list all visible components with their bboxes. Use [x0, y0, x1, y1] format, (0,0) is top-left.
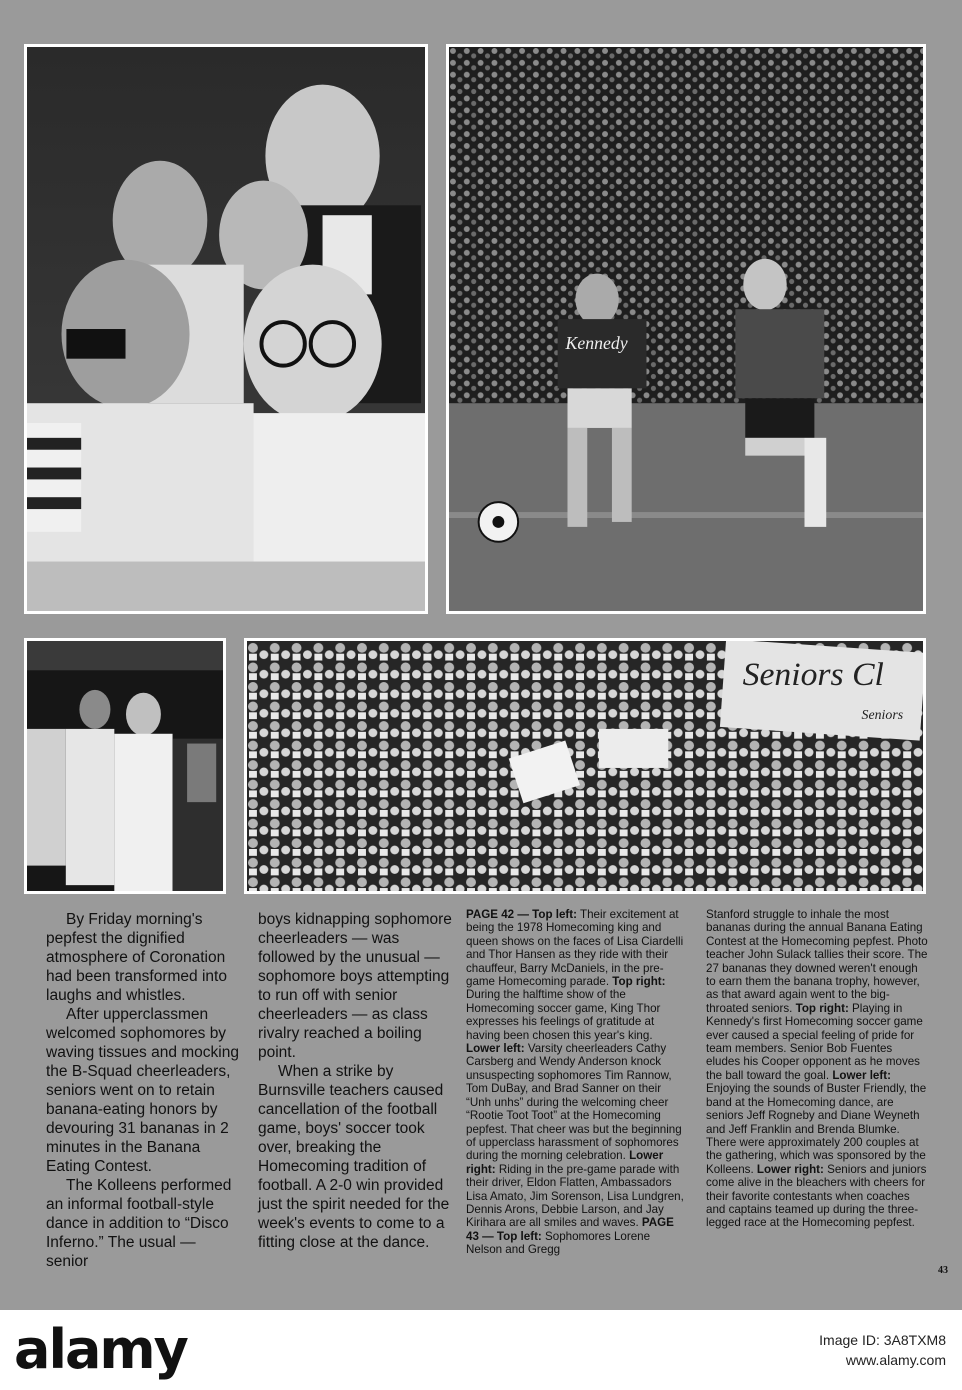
banner-subtext: Seniors	[861, 707, 904, 723]
caption-text: Their excitement at being the 1978 Homecoming king and queen shows on the faces of Lisa Ciardelli and Thor Hansen as they ride with their chauffeur, Barry McDaniels, in the pre-game Homecoming parade.	[466, 908, 684, 989]
article-paragraph: When a strike by Burnsville teachers caused cancellation of the football game, boys' soccer took over, breaking the Homecoming tradition of football. A 2-0 win provided just the spirit needed for the week's events to come to a fitting close at the dance.	[258, 1063, 450, 1251]
caption-text: During the halftime show of the Homecoming soccer game, King Thor expresses his feelings of gratitude at having been chosen this year's king.	[466, 988, 661, 1042]
article-paragraph: The Kolleens performed an informal football-style dance in addition to “Disco Inferno.” The usual — senior	[46, 1177, 232, 1270]
caption-column-2	[706, 908, 928, 1230]
caption-heading: PAGE 42 — Top left:	[466, 908, 578, 921]
caption-text: Riding in the pre-game parade with their driver, Eldon Flatten, Ambassadors Lisa Amato, Jim Sorenson, Lisa Lundgren, Dennis Arons, Debbie Larson, and Jay Kirihara are all smiles and waves.	[466, 1162, 684, 1230]
photo-soccer-game-image	[449, 47, 923, 611]
caption-text: Stanford struggle to inhale the most bananas during the annual Banana Eating Contest at the Homecoming pepfest. Photo teacher John Sulack tallies their score. The 27 bananas they downed weren't enough to earn them the banana trophy, however, as that award again went to the big-throated seniors.	[706, 908, 928, 1015]
caption-heading: Lower right:	[466, 1149, 664, 1176]
caption-heading: PAGE 43 — Top left:	[466, 1216, 674, 1243]
caption-text: Varsity cheerleaders Cathy Carsberg and Wendy Anderson knock unsuspecting sophomores Tim Rannow, Tom DuBay, and Brad Sanner on their “Unh unhs” during the welcoming cheer “Rootie Toot Toot” at the Homecoming pepfest. That cheer was but the beginning of upperclass harassment of sophomores during the morning celebration.	[466, 1042, 682, 1163]
photo-banana-eating-image	[27, 47, 425, 611]
article-paragraph: By Friday morning's pepfest the dignified atmosphere of Coronation had been transformed into laughs and whistles.	[46, 911, 227, 1004]
photo-bleachers-crowd-image	[247, 641, 923, 891]
caption-text: Playing in Kennedy's first Homecoming soccer game ever caused a special feeling of pride for team members. Senior Bob Fuentes eludes his Cooper opponent as he moves the ball toward the goal.	[706, 1001, 923, 1082]
banner-text: Seniors Cl	[742, 656, 884, 693]
image-id: Image ID: 3A8TXM8	[819, 1332, 946, 1348]
caption-heading: Lower right:	[756, 1162, 824, 1176]
caption-text: Enjoying the sounds of Buster Friendly, the band at the Homecoming dance, are seniors Jeff Rogneby and Diane Weyneth and Jeff Franklin and Brenda Blumke. There were approximately 200 couples at the gathering, which was sponsored by the Kolleens.	[706, 1082, 927, 1176]
caption-heading: Top right:	[612, 975, 666, 989]
jersey-text: Kennedy	[565, 332, 628, 353]
stock-url: www.alamy.com	[845, 1352, 946, 1368]
article-paragraph: boys kidnapping sophomore cheerleaders — was followed by the unusual — sophomore boys attempting to run off with senior cheerleaders — as class rivalry reached a boiling point.	[258, 911, 452, 1061]
caption-text: Sophomores Lorene Nelson and Gregg	[466, 1229, 651, 1257]
photo-soccer-game	[446, 44, 926, 614]
caption-column-1	[466, 908, 688, 1257]
photo-dance-image	[27, 641, 223, 891]
photo-dance	[24, 638, 226, 894]
article-column-1	[46, 910, 242, 1271]
alamy-logo: alamy	[14, 1318, 187, 1381]
caption-heading: Lower left:	[832, 1068, 891, 1082]
caption-heading: Lower left:	[466, 1042, 525, 1056]
photo-banana-eating	[24, 44, 428, 614]
photo-bleachers-crowd	[244, 638, 926, 894]
article-paragraph: After upperclassmen welcomed sophomores by waving tissues and mocking the B-Squad cheerleaders, seniors went on to retain banana-eating honors by devouring 31 bananas in 2 minutes in the Banana Eating Contest.	[46, 1006, 239, 1175]
page-number: 43	[938, 1265, 948, 1276]
stock-meta	[819, 1330, 946, 1370]
article-column-2	[258, 910, 456, 1252]
caption-heading: Top right:	[795, 1001, 849, 1015]
caption-text: Seniors and juniors come alive in the bleachers with cheers for their favorite contestants when coaches and captains teamed up during the three-legged race at the Homecoming pepfest.	[706, 1162, 927, 1230]
